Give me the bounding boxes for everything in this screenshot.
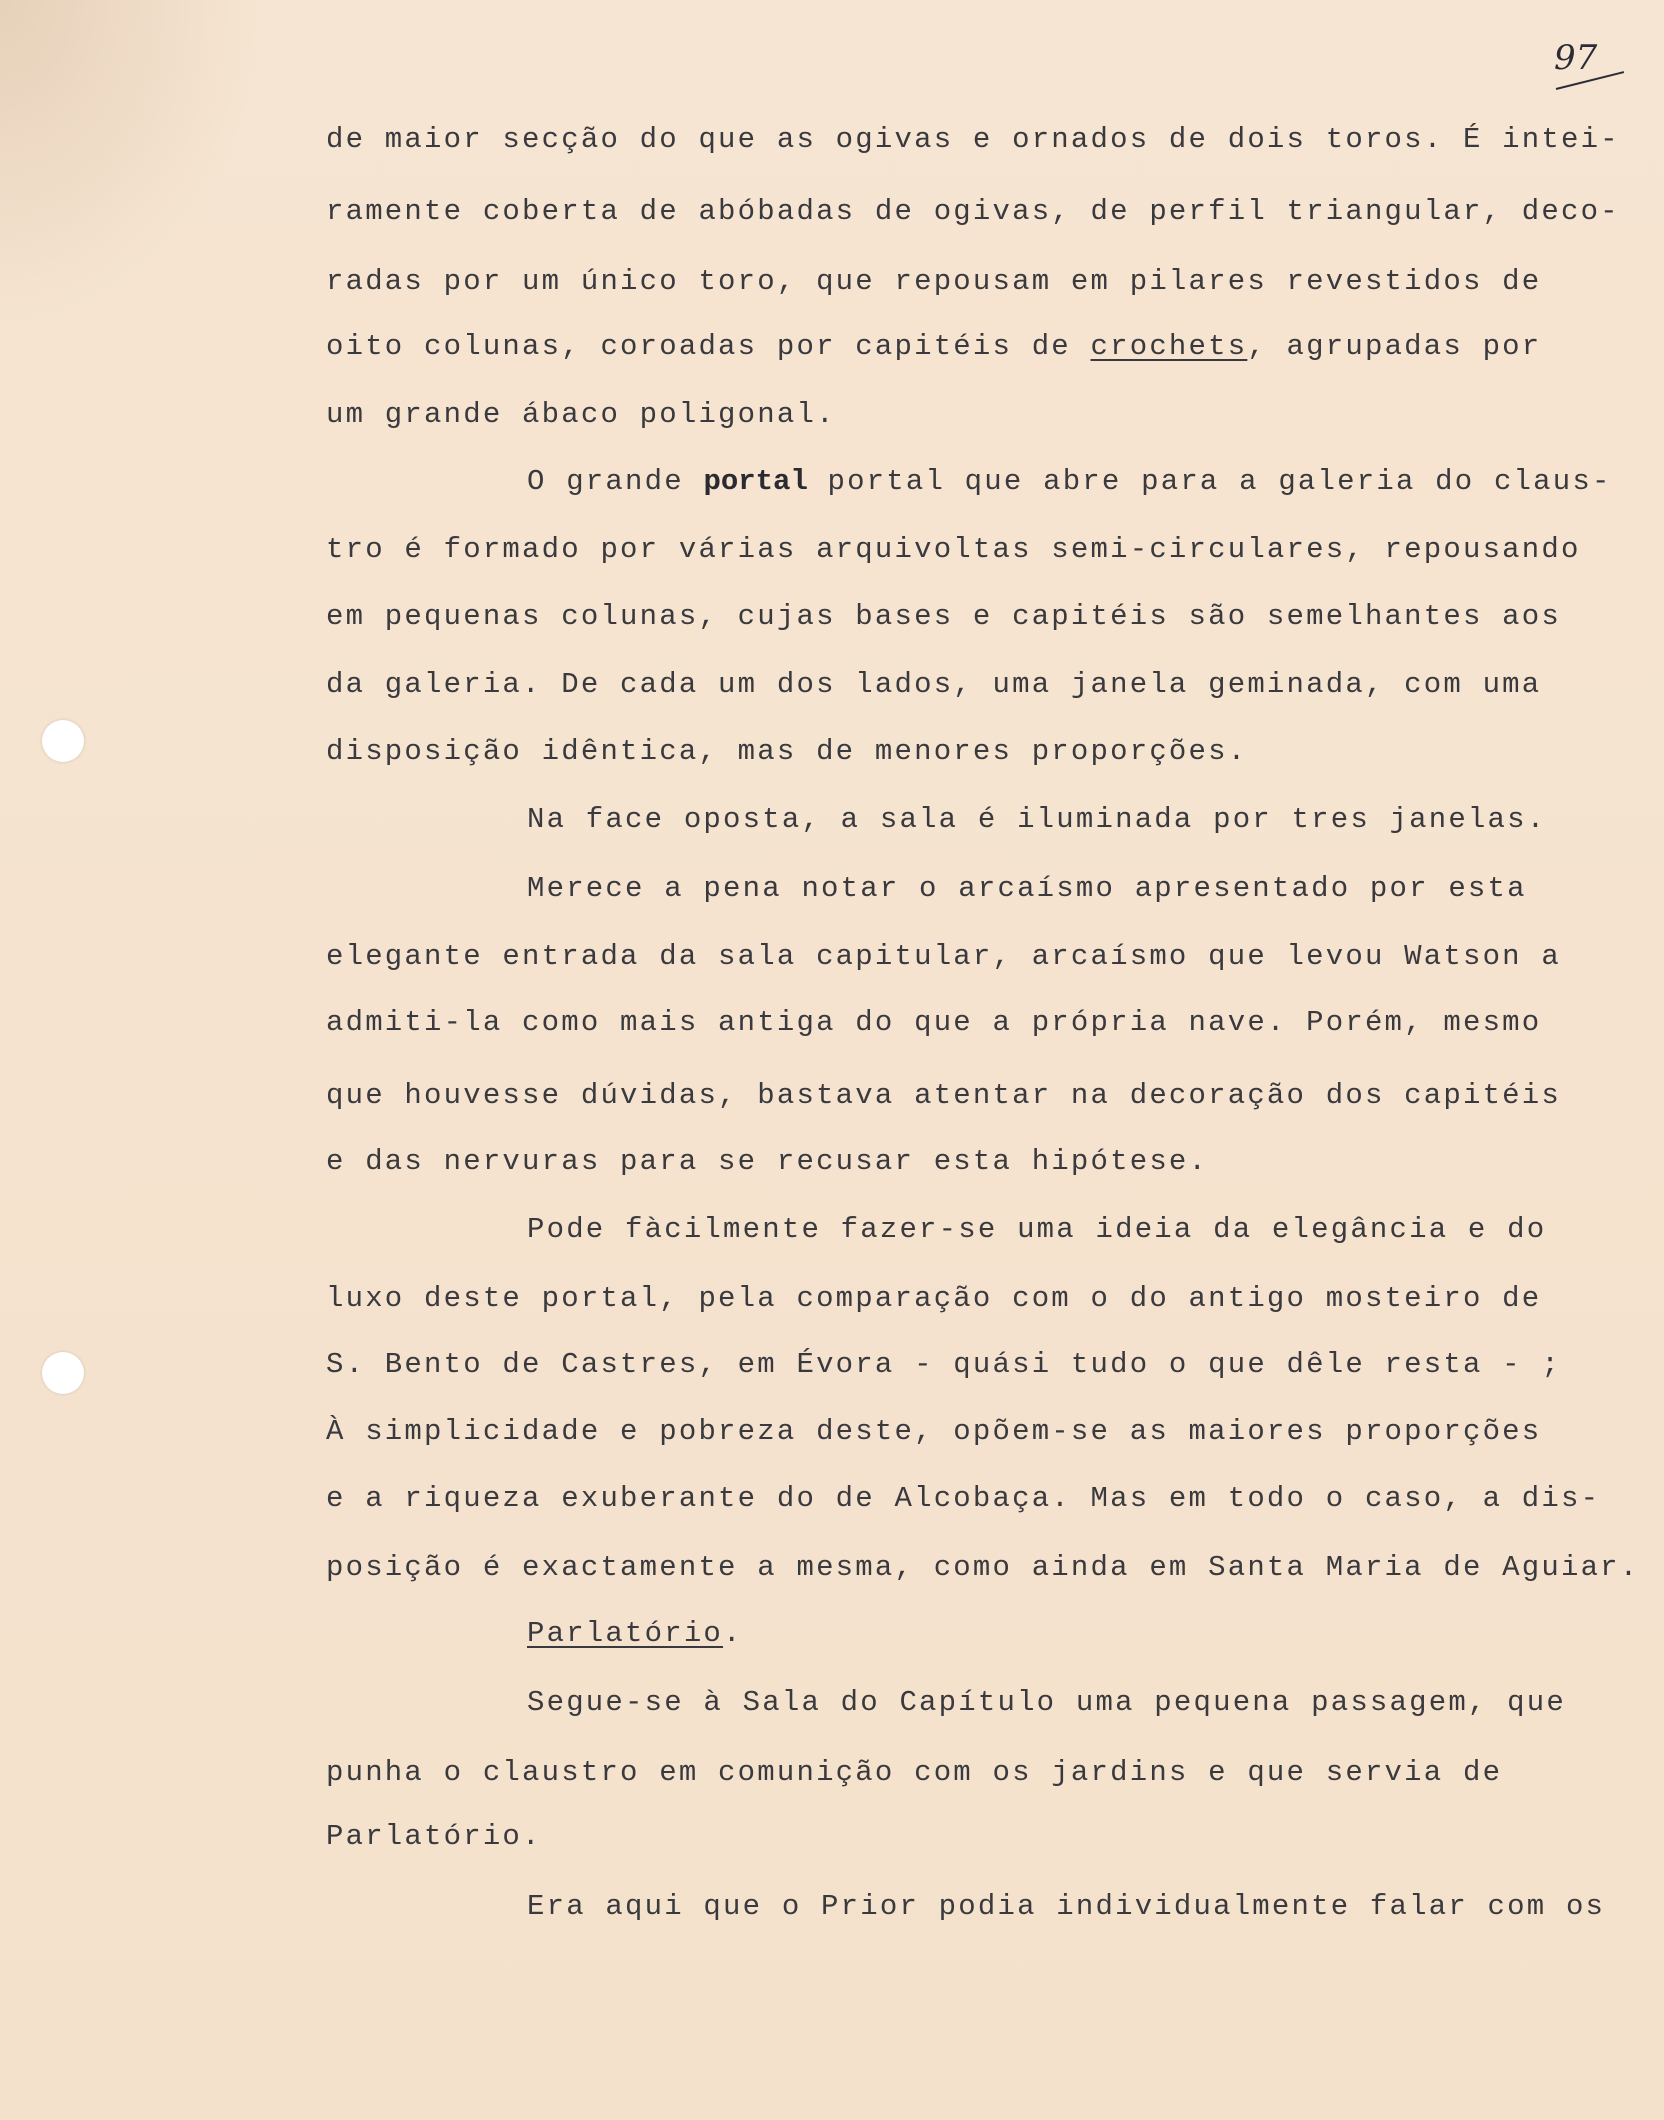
text-line: Merece a pena notar o arcaísmo apresentado por esta: [527, 872, 1527, 905]
text-segment: O grande: [527, 465, 704, 498]
punch-hole: [42, 720, 84, 762]
section-heading-text: Parlatório: [527, 1617, 724, 1650]
text-line: Parlatório.: [326, 1820, 542, 1853]
text-line: radas por um único toro, que repousam em pilares revestidos de: [326, 265, 1542, 298]
text-line: admiti-la como mais antiga do que a própria nave. Porém, mesmo: [326, 1006, 1542, 1039]
text-line: elegante entrada da sala capitular, arcaísmo que levou Watson a: [326, 940, 1561, 973]
text-line: um grande ábaco poligonal.: [326, 398, 836, 431]
text-line: punha o claustro em comunição com os jardins e que servia de: [326, 1756, 1503, 1789]
text-line: posição é exactamente a mesma, como ainda em Santa Maria de Aguiar.: [326, 1551, 1640, 1584]
text-line: À simplicidade e pobreza deste, opõem-se as maiores proporções: [326, 1415, 1542, 1448]
text-segment: .: [723, 1617, 743, 1650]
text-line: da galeria. De cada um dos lados, uma janela geminada, com uma: [326, 668, 1542, 701]
punch-hole: [42, 1352, 84, 1394]
text-line: de maior secção do que as ogivas e ornados de dois toros. É intei-: [326, 123, 1620, 156]
text-segment: oito colunas, coroadas por capitéis de: [326, 330, 1091, 363]
text-line: Era aqui que o Prior podia individualmente falar com os: [527, 1890, 1606, 1923]
text-line: disposição idêntica, mas de menores proporções.: [326, 735, 1248, 768]
text-line: tro é formado por várias arquivoltas semi-circulares, repousando: [326, 533, 1581, 566]
text-segment: portal que abre para a galeria do claus-: [807, 465, 1612, 498]
text-line: e das nervuras para se recusar esta hipótese.: [326, 1145, 1209, 1178]
text-line: [326, 330, 1541, 364]
text-line: [527, 465, 1612, 499]
text-line: Segue-se à Sala do Capítulo uma pequena passagem, que: [527, 1686, 1566, 1719]
underlined-term: crochets: [1090, 330, 1248, 363]
text-line: Na face oposta, a sala é iluminada por tres janelas.: [527, 803, 1547, 836]
text-line: ramente coberta de abóbadas de ogivas, de perfil triangular, deco-: [326, 195, 1620, 228]
page-number: 97: [1554, 38, 1598, 78]
text-line: e a riqueza exuberante do de Alcobaça. Mas em todo o caso, a dis-: [326, 1482, 1601, 1515]
text-line: que houvesse dúvidas, bastava atentar na decoração dos capitéis: [326, 1079, 1561, 1112]
text-line: Pode fàcilmente fazer-se uma ideia da elegância e do: [527, 1213, 1547, 1246]
section-heading: [527, 1617, 743, 1651]
text-line: S. Bento de Castres, em Évora - quási tudo o que dêle resta - ;: [326, 1348, 1561, 1381]
text-line: luxo deste portal, pela comparação com o do antigo mosteiro de: [326, 1282, 1542, 1315]
text-segment: , agrupadas por: [1247, 330, 1542, 363]
struck-out-word: portal: [703, 465, 808, 498]
text-line: em pequenas colunas, cujas bases e capitéis são semelhantes aos: [326, 600, 1561, 633]
